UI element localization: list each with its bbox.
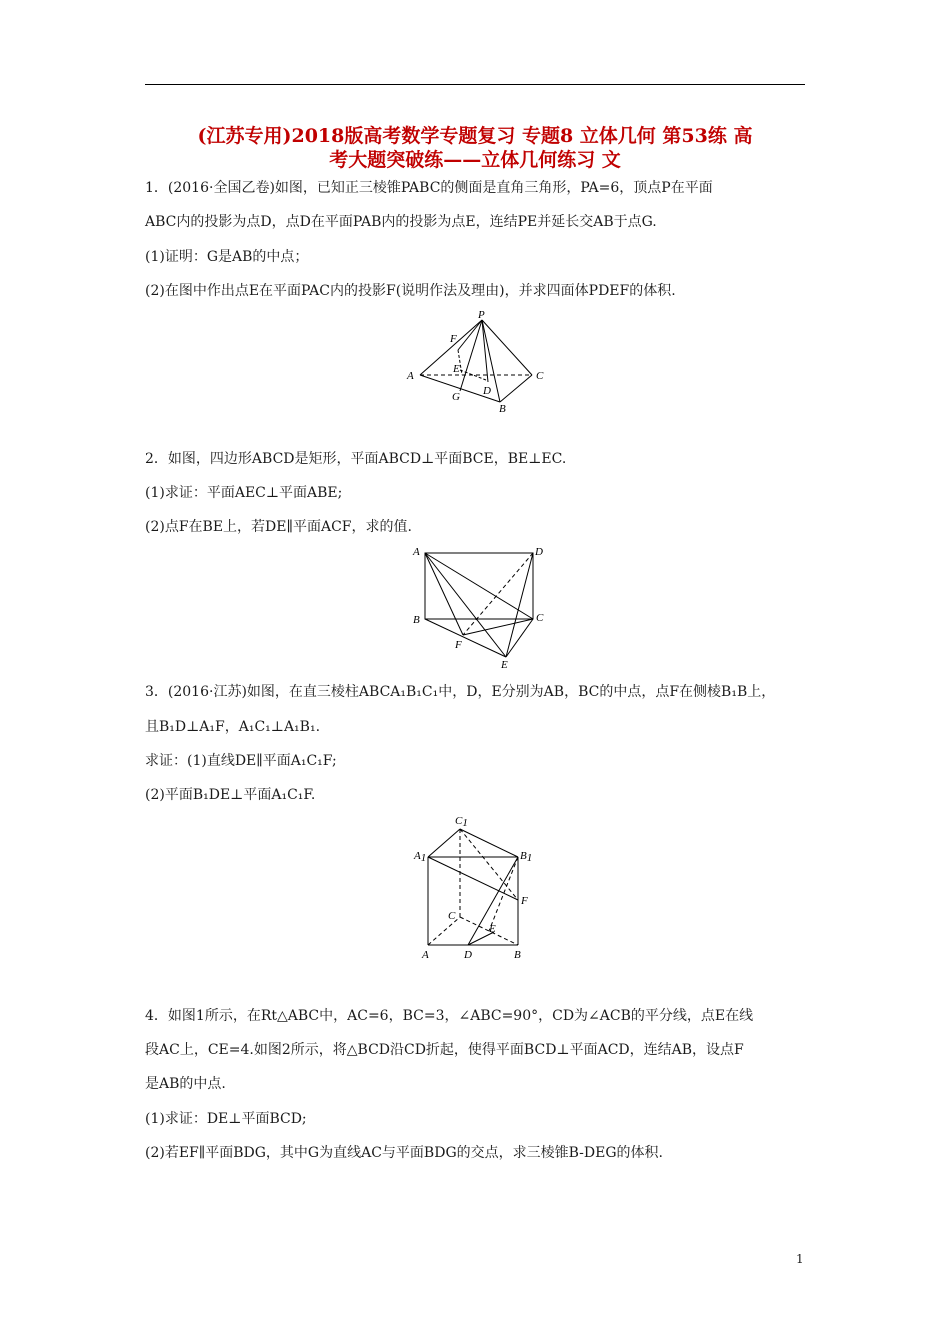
q3-fig-label-F: F xyxy=(521,895,528,907)
q3-line-1: 3．(2016·江苏)如图，在直三棱柱ABCA₁B₁C₁中，D，E分别为AB，BC的中点，点F在侧棱B₁B上， xyxy=(145,684,776,700)
q2-fig-label-F: F xyxy=(455,639,462,651)
q2-fig-label-A: A xyxy=(413,546,420,558)
q1-fig-label-B: B xyxy=(499,403,506,415)
q3-fig-label-E: E xyxy=(489,923,496,935)
page-number: 1 xyxy=(796,1252,804,1266)
q3-line-3: 求证：(1)直线DE∥平面A₁C₁F; xyxy=(145,753,337,769)
q1-fig-label-C: C xyxy=(536,370,544,382)
q2-fig-label-D: D xyxy=(535,546,543,558)
q3-line-2: 且B₁D⊥A₁F，A₁C₁⊥A₁B₁. xyxy=(145,719,321,735)
q2-line-1: 2．如图，四边形ABCD是矩形，平面ABCD⊥平面BCE，BE⊥EC. xyxy=(145,451,567,467)
header-rule xyxy=(145,84,805,85)
q2-fig-label-B: B xyxy=(413,614,420,626)
title-line-1: (江苏专用)2018版高考数学专题复习 专题8 立体几何 第53练 高 xyxy=(197,125,753,147)
q3-fig-label-B1: B1 xyxy=(520,850,533,864)
q3-line-4: (2)平面B₁DE⊥平面A₁C₁F. xyxy=(145,787,316,803)
q4-line-1: 4．如图1所示，在Rt△ABC中，AC=6，BC=3，∠ABC=90°，CD为∠ACB的平分线，点E在线 xyxy=(145,1008,754,1024)
q3-fig-label-C: C xyxy=(448,910,456,922)
q1-fig-label-E: E xyxy=(453,363,460,375)
q1-line-2: ABC内的投影为点D，点D在平面PAB内的投影为点E，连结PE并延长交AB于点G. xyxy=(145,214,657,230)
q2-figure xyxy=(405,541,555,671)
q1-line-4: (2)在图中作出点E在平面PAC内的投影F(说明作法及理由)，并求四面体PDEF的体积. xyxy=(145,283,676,299)
title-line-2: 考大题突破练——立体几何练习 文 xyxy=(329,149,621,171)
q1-fig-label-D: D xyxy=(483,385,491,397)
q4-line-3: 是AB的中点. xyxy=(145,1076,226,1092)
q3-fig-label-B: B xyxy=(514,949,521,961)
q4-line-2: 段AC上，CE=4.如图2所示，将△BCD沿CD折起，使得平面BCD⊥平面ACD，连结AB，设点F xyxy=(145,1042,744,1058)
q1-fig-label-A: A xyxy=(407,370,414,382)
q1-fig-label-G: G xyxy=(452,391,460,403)
q1-fig-label-F: F xyxy=(450,333,457,345)
q4-line-4: (1)求证：DE⊥平面BCD; xyxy=(145,1111,307,1127)
q2-line-3: (2)点F在BE上，若DE∥平面ACF，求的值. xyxy=(145,519,412,535)
q3-fig-label-D: D xyxy=(464,949,472,961)
q1-figure xyxy=(400,308,550,418)
q1-line-1: 1．(2016·全国乙卷)如图，已知正三棱锥PABC的侧面是直角三角形，PA=6，顶点P在平面 xyxy=(145,180,713,196)
q3-fig-label-A1: A1 xyxy=(414,850,427,864)
document-title xyxy=(140,124,810,172)
q3-figure xyxy=(410,812,540,962)
q4-line-5: (2)若EF∥平面BDG，其中G为直线AC与平面BDG的交点，求三棱锥B-DEG的体积. xyxy=(145,1145,663,1161)
q3-fig-label-C1: C1 xyxy=(455,815,468,829)
q2-fig-label-C: C xyxy=(536,612,544,624)
q1-fig-label-P: P xyxy=(478,309,485,321)
q3-fig-label-A: A xyxy=(422,949,429,961)
q2-line-2: (1)求证：平面AEC⊥平面ABE; xyxy=(145,485,343,501)
q2-fig-label-E: E xyxy=(501,659,508,671)
q1-line-3: (1)证明：G是AB的中点； xyxy=(145,249,309,265)
